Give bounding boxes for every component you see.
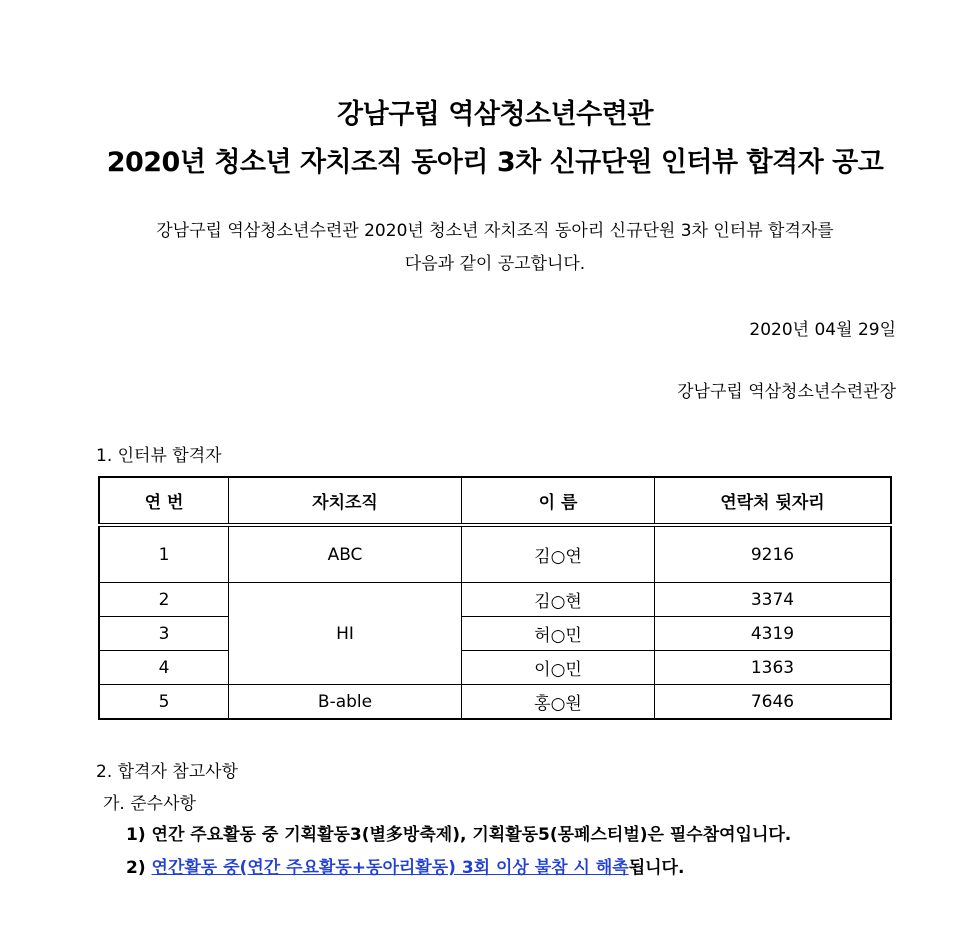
col-header-no: 연 번 bbox=[99, 477, 229, 525]
cell-name: 허○민 bbox=[462, 617, 655, 651]
title-line-1: 강남구립 역삼청소년수련관 bbox=[337, 99, 653, 130]
table-row bbox=[99, 651, 891, 685]
note-2 bbox=[126, 853, 684, 878]
cell-phone: 4319 bbox=[655, 617, 892, 651]
cell-name: 김○현 bbox=[462, 583, 655, 617]
section-2-heading: 2. 합격자 참고사항 bbox=[96, 762, 238, 782]
table-row bbox=[99, 617, 891, 651]
cell-phone: 9216 bbox=[655, 525, 892, 583]
cell-phone: 3374 bbox=[655, 583, 892, 617]
cell-name: 이○민 bbox=[462, 651, 655, 685]
title-line-2: 2020년 청소년 자치조직 동아리 3차 신규단원 인터뷰 합격자 공고 bbox=[106, 147, 884, 178]
cell-name: 홍○원 bbox=[462, 685, 655, 720]
col-header-phone: 연락처 뒷자리 bbox=[655, 477, 892, 525]
note-2-suffix: 됩니다. bbox=[628, 858, 685, 878]
cell-phone: 1363 bbox=[655, 651, 892, 685]
col-header-org: 자치조직 bbox=[229, 477, 462, 525]
subsection-heading: 가. 준수사항 bbox=[103, 794, 196, 814]
cell-no: 5 bbox=[99, 685, 229, 720]
col-header-name: 이 름 bbox=[462, 477, 655, 525]
cell-org: ABC bbox=[229, 525, 462, 583]
cell-no: 1 bbox=[99, 525, 229, 583]
intro-line-1: 강남구립 역삼청소년수련관 2020년 청소년 자치조직 동아리 신규단원 3차 인터뷰 합격자를 bbox=[156, 221, 834, 241]
cell-no: 3 bbox=[99, 617, 229, 651]
cell-phone: 7646 bbox=[655, 685, 892, 720]
table-row bbox=[99, 685, 891, 720]
note-2-highlight: 연간활동 중(연간 주요활동+동아리활동) 3회 이상 불참 시 해촉 bbox=[151, 858, 629, 878]
issuer-name: 강남구립 역삼청소년수련관장 bbox=[677, 382, 896, 402]
cell-no: 4 bbox=[99, 651, 229, 685]
section-1-heading: 1. 인터뷰 합격자 bbox=[96, 446, 222, 466]
cell-no: 2 bbox=[99, 583, 229, 617]
table-row bbox=[99, 583, 891, 617]
note-2-prefix: 2) bbox=[126, 858, 152, 878]
cell-org: HI bbox=[229, 583, 462, 685]
passers-table bbox=[98, 476, 892, 720]
table-row bbox=[99, 525, 891, 583]
note-1: 1) 연간 주요활동 중 기획활동3(별多방축제), 기획활동5(몽페스티벌)은 필수참여입니다. bbox=[126, 825, 792, 845]
announcement-date: 2020년 04월 29일 bbox=[749, 320, 896, 340]
table-header-row bbox=[99, 477, 891, 525]
intro-line-2: 다음과 같이 공고합니다. bbox=[404, 254, 586, 274]
cell-name: 김○연 bbox=[462, 525, 655, 583]
cell-org: B-able bbox=[229, 685, 462, 720]
